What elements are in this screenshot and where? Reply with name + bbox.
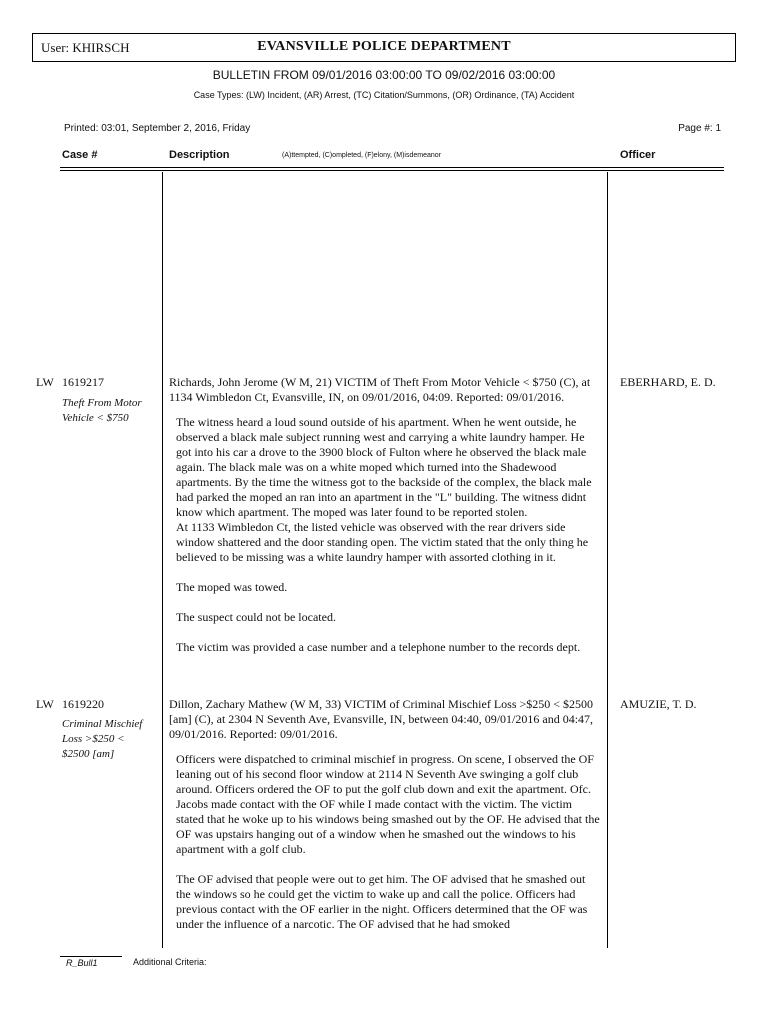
column-divider-left: [162, 172, 163, 948]
bulletin-range: BULLETIN FROM 09/01/2016 03:00:00 TO 09/02/2016 03:00:00: [212, 68, 556, 82]
record-code: LW: [36, 697, 54, 711]
case-number: 1619220: [62, 697, 104, 711]
case-number: 1619217: [62, 375, 104, 389]
department-title: EVANSVILLE POLICE DEPARTMENT: [257, 39, 511, 54]
column-header-description: Description: [169, 149, 230, 161]
case-types-legend: Case Types: (LW) Incident, (AR) Arrest, (TC) Citation/Summons, (OR) Ordinance, (TA) Accident: [193, 90, 575, 100]
column-header-officer: Officer: [620, 149, 656, 161]
officer-name: AMUZIE, T. D.: [620, 697, 697, 711]
additional-criteria: Additional Criteria:: [133, 957, 207, 967]
record-code: LW: [36, 375, 54, 389]
narrative-paragraph: The victim was provided a case number and a telephone number to the records dept.: [176, 640, 581, 654]
header-rule-top: [60, 167, 724, 168]
header-box: [32, 33, 736, 62]
column-divider-right: [607, 172, 608, 948]
description-legend: (A)ttempted, (C)ompleted, (F)elony, (M)isdemeanor: [282, 152, 441, 159]
case-narrative: [176, 752, 600, 947]
footer-rule: [60, 956, 122, 957]
case-narrative: [176, 415, 600, 670]
report-id: R_Bull1: [66, 958, 98, 968]
narrative-paragraph: The moped was towed.: [176, 580, 288, 594]
user-label: User: KHIRSCH: [41, 40, 130, 55]
case-type: Criminal Mischief Loss >$250 < $2500 [am]: [62, 718, 143, 760]
printed-date: Printed: 03:01, September 2, 2016, Friday: [64, 123, 251, 134]
narrative-paragraph: The OF advised that people were out to get him. The OF advised that he smashed out the windows so he could get the victim to wake up and call the police. Officers had previous contact with the OF earlier in the night. Officers determined that the OF was under the influence of a narcotic. The OF advised that he had smoked: [176, 872, 588, 931]
column-header-case: Case #: [62, 149, 98, 161]
case-summary: Dillon, Zachary Mathew (W M, 33) VICTIM of Criminal Mischief Loss >$250 < $2500 [am] (C), at 2304 N Seventh Ave, Evansville, IN, between 04:40, 09/01/2016 and 04:47, 09/01/2016. Reported: 09/01/2016.: [169, 697, 594, 741]
narrative-paragraph: The witness heard a loud sound outside of his apartment. When he went outside, he observed a black male subject running west and carrying a white laundry hamper. He got into his car a drove to the 3900 block of Fulton where he observed the black male again. The black male was on a white moped which turned into the Shadewood apartments. By the time the witness got to the backside of the complex, the black male had parked the moped an ran into an apartment in the "L" building. The witness didnt know which apartment. The moped was later found to be reported stolen.: [176, 415, 592, 519]
narrative-paragraph: Officers were dispatched to criminal mischief in progress. On scene, I observed the OF leaning out of his second floor window at 2114 N Seventh Ave swinging a golf club around. Officers ordered the OF to put the golf club down and exit the apartment. Ofc. Jacobs made contact with the OF while I made contact with the victim. The victim stated that he woke up to his windows being smashed out by the OF. He advised that the OF was upstairs hanging out of a window when he smashed out the windows to his apartment with a golf club.: [176, 752, 600, 856]
officer-name: EBERHARD, E. D.: [620, 375, 716, 389]
case-type: Theft From Motor Vehicle < $750: [62, 397, 142, 424]
narrative-paragraph: At 1133 Wimbledon Ct, the listed vehicle was observed with the rear drivers side window shattered and the door standing open. The victim stated that the only thing he believed to be missing was a white laundry hamper with assorted clothing in it.: [176, 520, 589, 564]
page-number: Page #: 1: [678, 123, 721, 134]
case-summary: Richards, John Jerome (W M, 21) VICTIM of Theft From Motor Vehicle < $750 (C), at 1134 Wimbledon Ct, Evansville, IN, on 09/01/2016, 04:09. Reported: 09/01/2016.: [169, 375, 591, 404]
narrative-paragraph: The suspect could not be located.: [176, 610, 336, 624]
header-rule-bottom: [60, 170, 724, 171]
